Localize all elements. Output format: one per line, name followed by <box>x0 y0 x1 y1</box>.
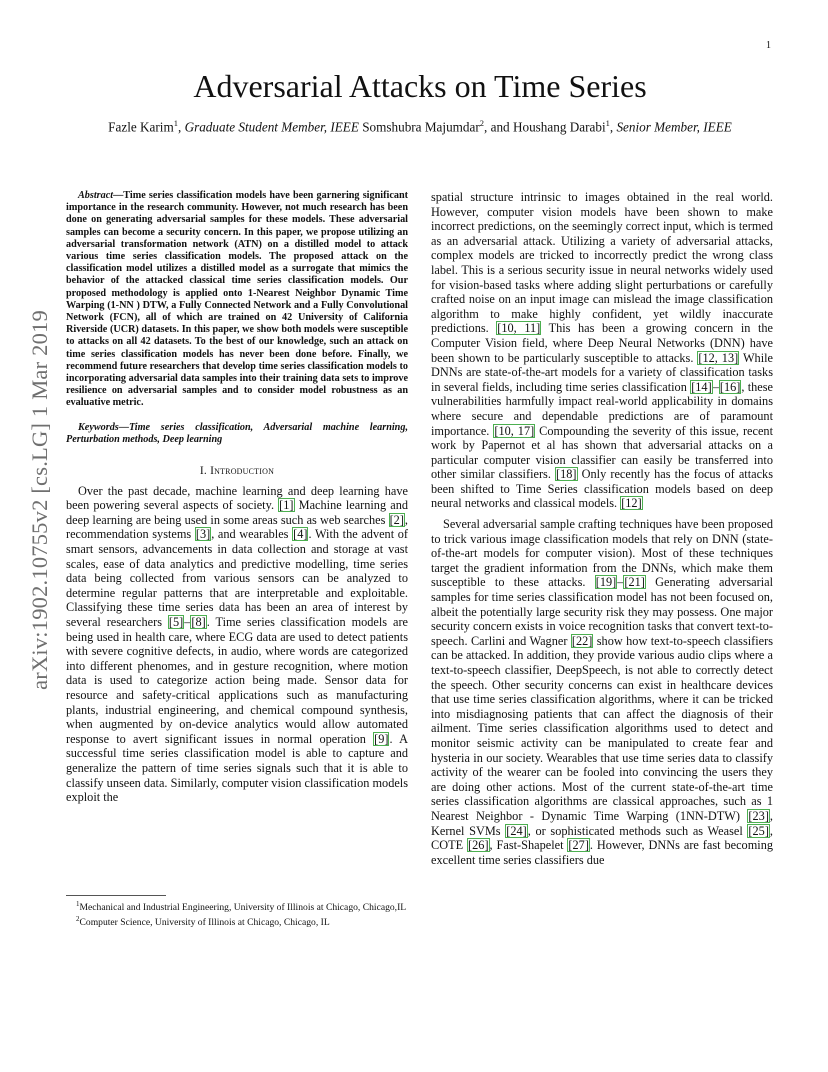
citation-link[interactable]: [23] <box>748 808 769 823</box>
section-number: I. <box>199 465 207 478</box>
paragraph-text: Several adversarial sample crafting techniques have been proposed to trick various image classification models that rely on DNN (state-of-the-art models for computer vision). Most of these techniques target the gradient information from the DNNs, which make them susceptible to these attacks. <box>431 517 773 590</box>
citation-link[interactable]: [21] <box>624 575 645 590</box>
intro-paragraph-3 <box>431 517 773 867</box>
paragraph-text: , these vulnerabilities harmfully impact real-world applicability in domains where secure and dependable predictions are of paramount importance. <box>431 379 774 438</box>
arxiv-stamp-text: arXiv:1902.10755v2 [cs.LG] 1 Mar 2019 <box>27 310 52 690</box>
right-column <box>431 190 773 867</box>
footnote-2-mark: 2 <box>76 914 80 923</box>
paragraph-text: . However, DNNs are fast becoming excellent time series classifiers due <box>431 838 773 867</box>
author-separator: , and <box>484 119 510 135</box>
paragraph-text: spatial structure intrinsic to images obtained in the real world. However, computer vision models have been shown to make incorrect predictions, on the seemingly correct input, which is termed as an adversarial attack. Utilizing a variety of adversarial attacks, complex models are tricked to incorrectly predict the wrong class label. This is a serious security issue in neural networks widely used for vision-based tasks where adding slight perturbations or carefully crafted noise on an input image can mislead the image classification algorithm to make highly confident, yet wildly inaccurate predictions. <box>431 190 773 336</box>
keywords <box>66 422 408 446</box>
paragraph-text: , recommendation systems <box>66 512 408 542</box>
citation-link[interactable]: [26] <box>468 838 489 853</box>
citation-link[interactable]: [2] <box>389 512 404 527</box>
author-3-affiliation-mark: 1 <box>605 118 610 128</box>
paragraph-text: – <box>617 575 624 590</box>
footnote-1-text: Mechanical and Industrial Engineering, University of Illinois at Chicago, Chicago,IL <box>79 902 407 914</box>
paragraph-text: , and wearables <box>211 527 293 542</box>
left-column <box>66 190 408 805</box>
paragraph-text: Generating adversarial samples for time series classification model has not been focused on, albeit the potentially large security risk they may possess. One major security concern exists in voice recognition tasks that convert text-to-speech. Carlini and Wagner <box>431 575 773 648</box>
author-block: Fazle Karim$^1$, Graduate Student Member, IEEE Somshubra Majumdar$^2$, and Houshang Darabi$^1$, Senior Member, IEEE <box>108 118 732 135</box>
paragraph-text: – <box>184 615 191 629</box>
citation-link[interactable]: [8] <box>191 615 206 629</box>
author-3-role: Senior Member, IEEE <box>616 119 732 135</box>
citation-link[interactable]: [12] <box>621 496 642 511</box>
footnote-rule <box>66 895 166 896</box>
intro-paragraph-1 <box>66 484 408 805</box>
abstract-text: —Time series classification models have been garnering significant importance in the research community. However, not much research has been done on generating adversarial samples for these models. These adversarial samples can become a security concern. In this paper, we propose utilizing an adversarial transformation network (ATN) on a distilled model to attack various time series classification models. The proposed attack on the classification model utilizes a distilled model as a surrogate that mimics the behavior of the attacked classical time series classification models. Our proposed methodology is applied onto 1-Nearest Neighbor Dynamic Time Warping (1-NN ) DTW, a Fully Connected Network and a Fully Convolutional Network (FCN), all of which are trained on 42 University of California Riverside (UCR) datasets. In this paper, we show both models were susceptible to attacks on all 42 datasets. To the best of our knowledge, such an attack on time series classification models has never been done before. Finally, we recommend future researchers that develop time series classification models to incorporating adversarial data samples into their training data sets to improve resilience on adversarial samples and to consider model robustness as an evaluative metric. <box>66 190 408 409</box>
paragraph-text: This has been a growing concern in the Computer Vision field, where Deep Neural Networks (DNN) have been shown to be particularly susceptible to attacks. <box>431 321 773 365</box>
citation-link[interactable]: [16] <box>719 379 741 394</box>
citation-link[interactable]: [9] <box>374 731 389 746</box>
author-2-name: Somshubra Majumdar <box>362 119 480 135</box>
citation-link[interactable]: [3] <box>195 527 211 542</box>
paragraph-text: Compounding the severity of this issue, recent work by Papernot et al has shown that adversarial attacks on a particular computer vision classifier can easily be transferred into other similar classifiers. <box>431 423 773 482</box>
paragraph-text: While DNNs are state-of-the-art models for a variety of classification tasks in several fields, including time series classification <box>431 350 773 394</box>
paragraph-text: , COTE <box>431 823 773 853</box>
author-1-affiliation-mark: 1 <box>173 118 178 128</box>
paragraph-text: , Kernel SVMs <box>431 808 773 838</box>
citation-link[interactable]: [24] <box>506 823 527 838</box>
author-2-affiliation-mark: 2 <box>479 118 485 128</box>
abstract <box>66 190 408 410</box>
citation-link[interactable]: [22] <box>571 633 593 648</box>
footnotes <box>66 895 408 928</box>
page-number: 1 <box>766 40 771 51</box>
citation-link[interactable]: [27] <box>568 838 589 853</box>
author-1-name: Fazle Karim <box>108 119 174 135</box>
intro-paragraph-2 <box>431 190 773 511</box>
paragraph-text: , Fast-Shapelet <box>489 838 568 853</box>
paragraph-text: Over the past decade, machine learning and deep learning have been powering several aspects of society. <box>66 483 408 513</box>
keywords-label: Keywords <box>78 421 119 433</box>
citation-link[interactable]: [14] <box>691 379 712 394</box>
footnote-1-mark: 1 <box>76 900 80 908</box>
footnote-2-text: Computer Science, University of Illinois at Chicago, Chicago, IL <box>79 916 330 928</box>
abstract-label: Abstract <box>78 190 114 201</box>
citation-link[interactable]: [25] <box>748 823 769 838</box>
keywords-text: —Time series classification, Adversarial machine learning, Perturbation methods, Deep learning <box>66 421 408 445</box>
citation-link[interactable]: [12, 13] <box>698 350 739 365</box>
paragraph-text: . With the advent of smart sensors, advancements in data collection and storage at vast scales, ease of data analytics and predictive modelling, time series data being collected from various sensors can be analyzed to determine regular patterns that are interpretable and exploitable. Classifying these time series data has been an area of interest by several researchers <box>66 527 408 629</box>
paper-title: Adversarial Attacks on Time Series <box>193 68 647 104</box>
citation-link[interactable]: [10, 17] <box>494 423 535 438</box>
citation-link[interactable]: [18] <box>556 467 577 482</box>
citation-link[interactable]: [4] <box>293 527 308 542</box>
citation-link[interactable]: [19] <box>595 575 617 590</box>
author-3-name: Houshang Darabi <box>512 119 606 135</box>
paragraph-text: . A successful time series classification model is able to capture and generalize the pattern of time series signals such that it is able to classify unseen data. Similarly, computer vision classification models exploit the <box>66 731 408 805</box>
paragraph-text: , or sophisticated methods such as Weasel <box>527 823 748 838</box>
citation-link[interactable]: [5] <box>168 615 184 629</box>
section-title: Introduction <box>210 465 275 478</box>
paragraph-text: . Time series classification models are being used in health care, where ECG data are used to detect patients with severe cognitive defects, in audio, where words are categorized into different phenomes, and in gesture recognition, where motion data is used to categorize action being made. Sensor data for resource and safety-critical applications such as manufacturing plants, industrial engineering, and chemical compound synthesis, when augmented by on-device analytics would allow automated response to avert significant issues in normal operation <box>66 615 408 746</box>
section-heading-introduction <box>66 464 408 479</box>
paragraph-text: Only recently has the focus of attacks been shifted to Time Series classification models based on deep neural networks and classical models. <box>431 467 773 511</box>
author-1-role: Graduate Student Member, IEEE <box>184 119 359 135</box>
arxiv-identifier-stamp <box>20 290 60 710</box>
paragraph-text: show how text-to-speech classifiers can be attacked. In addition, they provide various audio clips where a text-to-speech classifier, DeepSpeech, is not able to correctly detect the speech. Other security concerns can exist in healthcare devices that use time series classification algorithms, where it can be tricked into misdiagnosing patients that can affect the diagnosis of their ailment. Time series classification algorithms used to detect and monitor seismic activity can be manipulated to create fear and hysteria in our society. Wearables that use time series data to classify activity of the wearer can be fooled into convincing the users they are doing other actions. Most of the current state-of-the-art time series classification algorithms are classical approaches, such as 1 Nearest Neighbor - Dynamic Time Warping (1NN-DTW) <box>431 633 773 823</box>
footnote-1 <box>66 899 408 914</box>
citation-link[interactable]: [10, 11] <box>497 321 541 336</box>
citation-link[interactable]: [1] <box>279 498 294 513</box>
paragraph-text: – <box>712 379 719 394</box>
footnote-2 <box>66 914 408 929</box>
paragraph-text: Machine learning and deep learning are being used in some areas such as web searches <box>66 498 408 527</box>
